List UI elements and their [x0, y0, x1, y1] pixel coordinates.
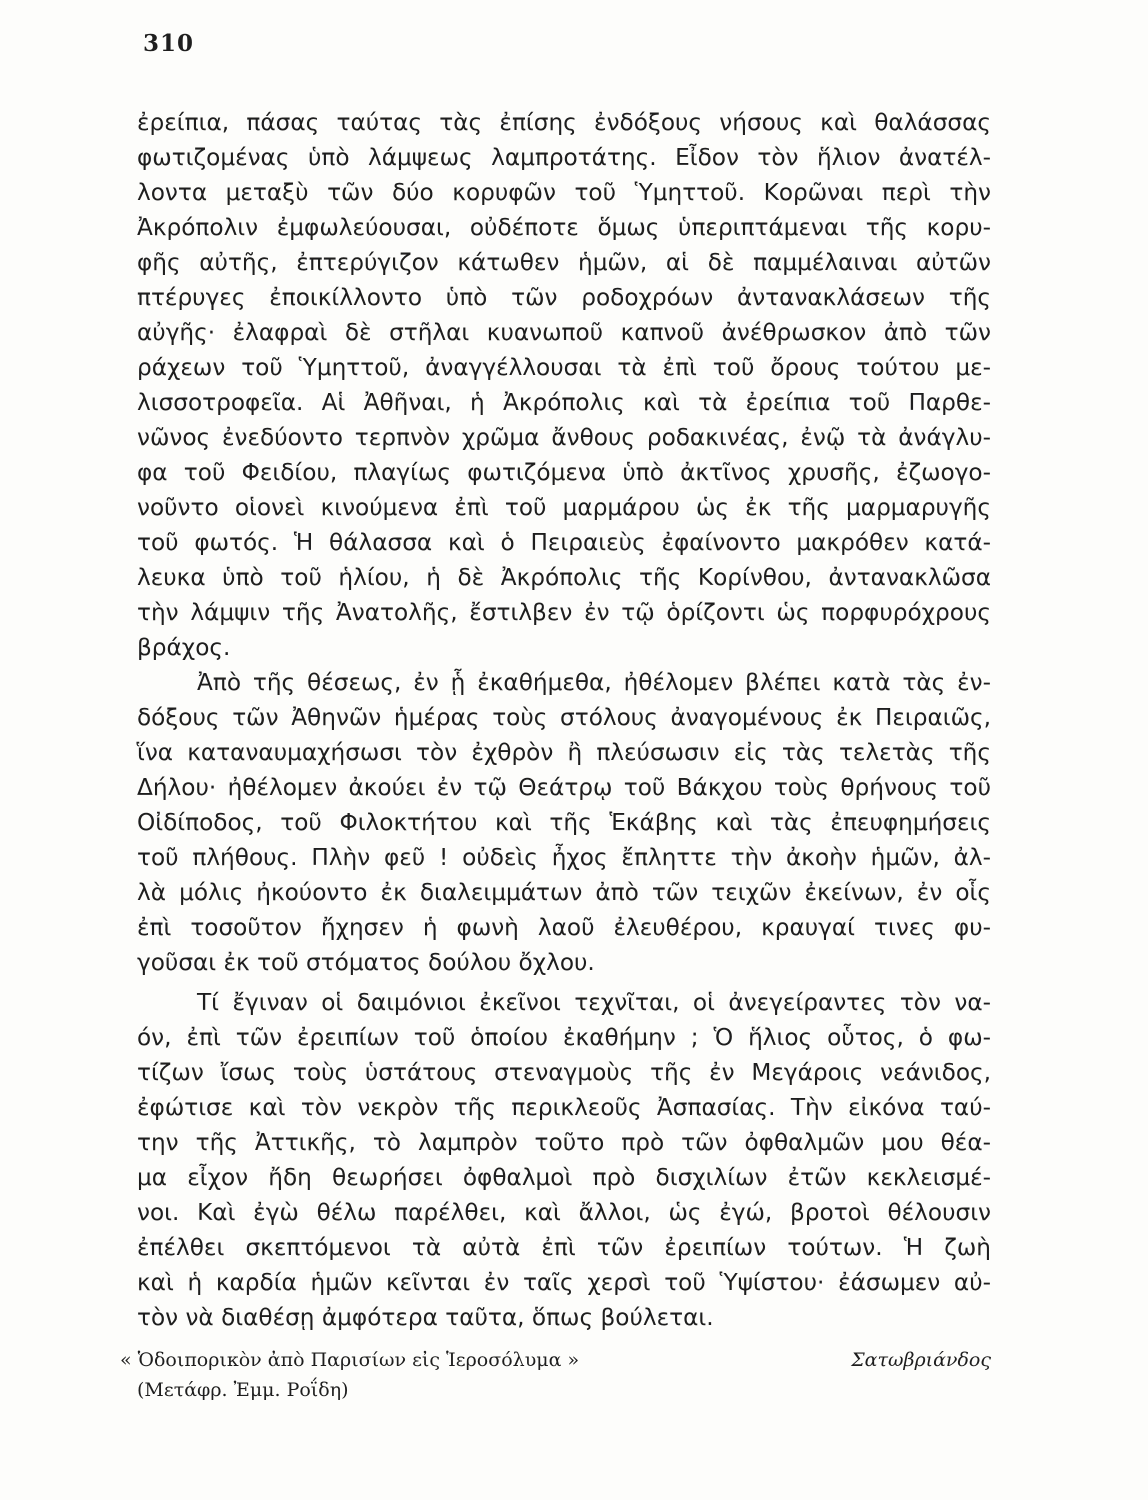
- source-author: Σατωβριάνδος: [851, 1349, 991, 1371]
- text-line: καὶ ἡ καρδία ἡμῶν κεῖνται ἐν ταῖς χερσὶ τοῦ Ὑψίστου· ἐάσωμεν αὐ-: [137, 1269, 991, 1296]
- text-line: βράχος.: [137, 634, 231, 661]
- text-line: πτέρυγες ἐποικίλλοντο ὑπὸ τῶν ροδοχρόων ἀντανακλάσεων τῆς: [137, 284, 991, 311]
- text-line: Ἀπὸ τῆς θέσεως, ἐν ᾗ ἐκαθήμεθα, ἠθέλομεν βλέπει κατὰ τὰς ἐν-: [197, 669, 991, 696]
- text-line: δόξους τῶν Ἀθηνῶν ἡμέρας τοὺς στόλους ἀναγομένους ἐκ Πειραιῶς,: [137, 704, 991, 731]
- text-line: ἵνα καταναυμαχήσωσι τὸν ἐχθρὸν ἢ πλεύσωσιν εἰς τὰς τελετὰς τῆς: [137, 739, 991, 766]
- text-line: λισσοτροφεῖα. Αἱ Ἀθῆναι, ἡ Ἀκρόπολις καὶ τὰ ἐρείπια τοῦ Παρθε-: [137, 389, 991, 416]
- text-line: νοι. Καὶ ἐγὼ θέλω παρέλθει, καὶ ἄλλοι, ὡς ἐγώ, βροτοὶ θέλουσιν: [137, 1199, 991, 1226]
- text-line: ἐπὶ τοσοῦτον ἤχησεν ἡ φωνὴ λαοῦ ἐλευθέρου, κραυγαί τινες φυ-: [137, 914, 991, 941]
- text-line: Τί ἔγιναν οἱ δαιμόνιοι ἐκεῖνοι τεχνῖται, οἱ ἀνεγείραντες τὸν να-: [197, 989, 991, 1016]
- text-line: ἐρείπια, πάσας ταύτας τὰς ἐπίσης ἐνδόξους νήσους καὶ θαλάσσας: [137, 109, 991, 136]
- text-line: τὴν λάμψιν τῆς Ἀνατολῆς, ἔστιλβεν ἐν τῷ ὁρίζοντι ὡς πορφυρόχρους: [137, 599, 991, 626]
- text-line: λὰ μόλις ἠκούοντο ἐκ διαλειμμάτων ἀπὸ τῶν τειχῶν ἐκείνων, ἐν οἷς: [137, 879, 991, 906]
- text-line: την τῆς Ἀττικῆς, τὸ λαμπρὸν τοῦτο πρὸ τῶν ὀφθαλμῶν μου θέα-: [137, 1129, 991, 1156]
- text-line: Ἀκρόπολιν ἐμφωλεύουσαι, οὐδέποτε ὅμως ὑπεριπτάμεναι τῆς κορυ-: [137, 214, 991, 241]
- text-line: αὐγῆς· ἐλαφραὶ δὲ στῆλαι κυανωποῦ καπνοῦ ἀνέθρωσκον ἀπὸ τῶν: [137, 319, 991, 346]
- text-line: γοῦσαι ἐκ τοῦ στόματος δούλου ὄχλου.: [137, 949, 595, 976]
- text-line: τίζων ἴσως τοὺς ὑστάτους στεναγμοὺς τῆς ἐν Μεγάροις νεάνιδος,: [137, 1059, 991, 1086]
- text-line: ράχεων τοῦ Ὑμηττοῦ, ἀναγγέλλουσαι τὰ ἐπὶ τοῦ ὄρους τούτου με-: [137, 354, 991, 381]
- text-line: λοντα μεταξὺ τῶν δύο κορυφῶν τοῦ Ὑμηττοῦ. Κορῶναι περὶ τὴν: [137, 179, 991, 206]
- text-line: τοῦ πλήθους. Πλὴν φεῦ ! οὐδεὶς ἦχος ἔπληττε τὴν ἀκοὴν ἡμῶν, ἀλ-: [137, 844, 991, 871]
- text-line: φῆς αὐτῆς, ἐπτερύγιζον κάτωθεν ἡμῶν, αἱ δὲ παμμέλαιναι αὐτῶν: [137, 249, 991, 276]
- text-line: φωτιζομένας ὑπὸ λάμψεως λαμπροτάτης. Εἶδον τὸν ἥλιον ἀνατέλ-: [137, 144, 991, 171]
- translator-credit: (Μετάφρ. Ἐμμ. Ροΐδη): [137, 1379, 349, 1401]
- text-line: ἐπέλθει σκεπτόμενοι τὰ αὐτὰ ἐπὶ τῶν ἐρειπίων τούτων. Ἡ ζωὴ: [137, 1234, 991, 1261]
- text-line: όν, ἐπὶ τῶν ἐρειπίων τοῦ ὁποίου ἐκαθήμην ; Ὁ ἥλιος οὗτος, ὁ φω-: [137, 1024, 991, 1051]
- text-line: τὸν νὰ διαθέσῃ ἀμφότερα ταῦτα, ὅπως βούλεται.: [137, 1304, 714, 1331]
- text-line: ἐφώτισε καὶ τὸν νεκρὸν τῆς περικλεοῦς Ἀσπασίας. Τὴν εἰκόνα ταύ-: [137, 1094, 991, 1121]
- page-number: 310: [143, 30, 195, 57]
- text-line: μα εἶχον ἤδη θεωρήσει ὀφθαλμοὶ πρὸ δισχιλίων ἐτῶν κεκλεισμέ-: [137, 1164, 991, 1191]
- text-line: φα τοῦ Φειδίου, πλαγίως φωτιζόμενα ὑπὸ ἀκτῖνος χρυσῆς, ἐζωογο-: [137, 459, 991, 486]
- text-line: Οἰδίποδος, τοῦ Φιλοκτήτου καὶ τῆς Ἑκάβης καὶ τὰς ἐπευφημήσεις: [137, 809, 991, 836]
- text-line: λευκα ὑπὸ τοῦ ἡλίου, ἡ δὲ Ἀκρόπολις τῆς Κορίνθου, ἀντανακλῶσα: [137, 564, 991, 591]
- text-line: Δήλου· ἠθέλομεν ἀκούει ἐν τῷ Θεάτρῳ τοῦ Βάκχου τοὺς θρήνους τοῦ: [137, 774, 991, 801]
- text-line: νοῦντο οἱονεὶ κινούμενα ἐπὶ τοῦ μαρμάρου ὡς ἐκ τῆς μαρμαρυγῆς: [137, 494, 991, 521]
- text-line: τοῦ φωτός. Ἡ θάλασσα καὶ ὁ Πειραιεὺς ἐφαίνοντο μακρόθεν κατά-: [137, 529, 991, 556]
- source-title: « Ὁδοιπορικὸν ἀπὸ Παρισίων εἰς Ἱεροσόλυμα »: [120, 1349, 580, 1371]
- text-line: νῶνος ἐνεδύοντο τερπνὸν χρῶμα ἄνθους ροδακινέας, ἐνῷ τὰ ἀνάγλυ-: [137, 424, 991, 451]
